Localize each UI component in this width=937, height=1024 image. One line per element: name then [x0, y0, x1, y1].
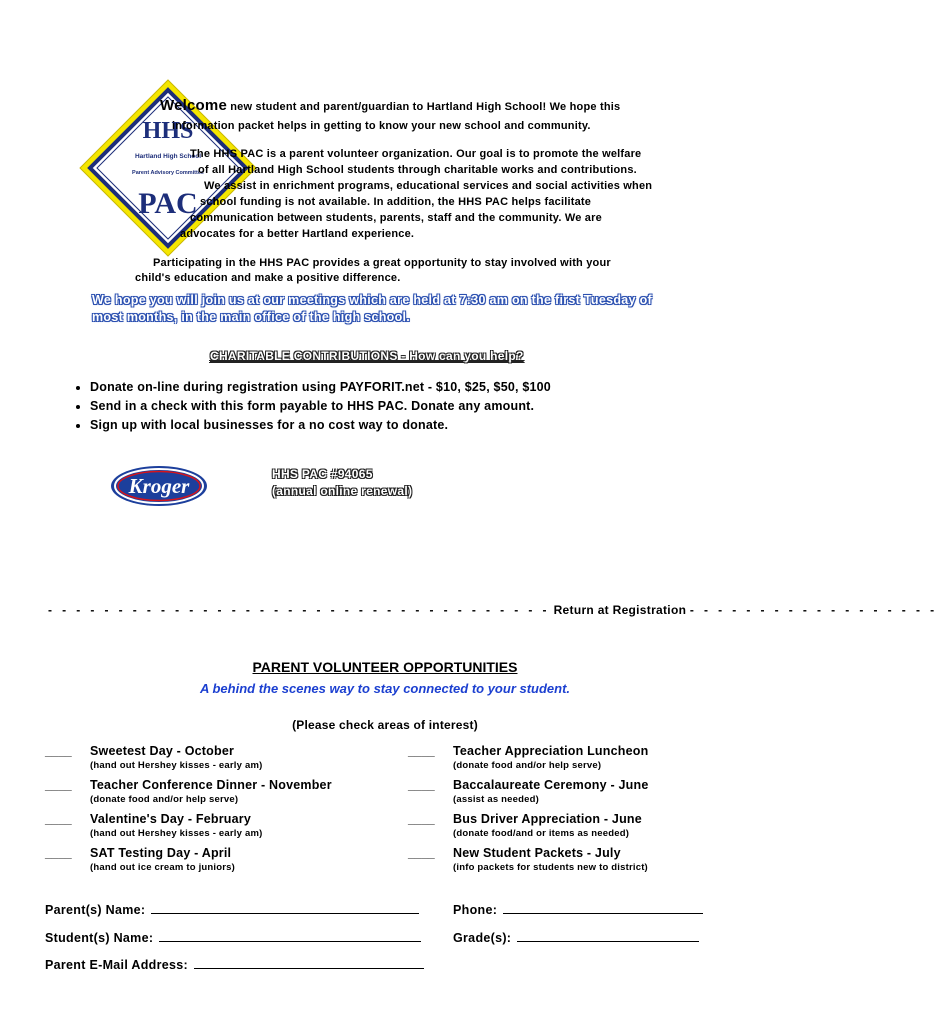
- parents-name-field[interactable]: [45, 903, 419, 917]
- grades-line[interactable]: [517, 931, 699, 942]
- option-name: New Student Packets - July: [453, 846, 621, 860]
- pac-line-1: The HHS PAC is a parent volunteer organization. Our goal is to promote the welfare: [190, 148, 642, 160]
- grades-label: Grade(s):: [453, 931, 512, 945]
- volunteer-option[interactable]: [45, 846, 385, 876]
- donation-item: • Sign up with local businesses for a no cost way to donate.: [90, 416, 551, 435]
- email-label: Parent E-Mail Address:: [45, 958, 188, 972]
- option-note: (donate food/and or items as needed): [453, 828, 630, 839]
- volunteer-option[interactable]: [408, 812, 748, 842]
- volunteer-option[interactable]: [45, 744, 385, 774]
- checkbox-blank[interactable]: ____: [45, 778, 72, 792]
- option-note: (hand out ice cream to juniors): [90, 862, 236, 873]
- volunteer-option[interactable]: [408, 778, 748, 808]
- option-note: (donate food and/or help serve): [90, 794, 239, 805]
- phone-field[interactable]: [453, 903, 703, 917]
- pac-line-4: school funding is not available. In addition, the HHS PAC helps facilitate: [200, 196, 592, 208]
- checkbox-blank[interactable]: ____: [45, 846, 72, 860]
- phone-line[interactable]: [503, 903, 703, 914]
- donation-item: • Donate on-line during registration using PAYFORIT.net - $10, $25, $50, $100: [90, 378, 551, 397]
- kroger-pac-number: HHS PAC #94065: [272, 467, 373, 481]
- meeting-notice: [92, 292, 732, 326]
- pac-line-2: of all Hartland High School students through charitable works and contributions.: [198, 164, 637, 176]
- volunteer-instruction: (Please check areas of interest): [292, 718, 478, 732]
- grades-field[interactable]: [453, 931, 699, 945]
- kroger-logo-text: Kroger: [128, 474, 190, 498]
- volunteer-subtitle: A behind the scenes way to stay connected to your student.: [199, 681, 571, 696]
- welcome-line-rest: new student and parent/guardian to Hartland High School! We hope this: [230, 101, 621, 113]
- donation-item: • Send in a check with this form payable to HHS PAC. Donate any amount.: [90, 397, 551, 416]
- separator-label: Return at Registration: [553, 603, 687, 617]
- return-separator: [48, 603, 937, 617]
- option-note: (assist as needed): [453, 794, 539, 805]
- checkbox-blank[interactable]: ____: [45, 812, 72, 826]
- kroger-pac-info: [272, 466, 412, 500]
- kroger-logo: [95, 458, 235, 514]
- pac-line-6: advocates for a better Hartland experience.: [180, 228, 415, 240]
- option-name: Sweetest Day - October: [90, 744, 235, 758]
- email-line[interactable]: [194, 958, 424, 969]
- students-name-line[interactable]: [159, 931, 421, 942]
- option-note: (donate food and/or help serve): [453, 760, 602, 771]
- logo-committee: Parent Advisory Committee: [132, 170, 204, 176]
- logo-letters-bottom: PAC: [138, 187, 198, 220]
- participating-line-2: child's education and make a positive difference.: [135, 272, 401, 284]
- meeting-line-2: most months, in the main office of the high school.: [92, 310, 411, 324]
- checkbox-blank[interactable]: ____: [408, 744, 435, 758]
- option-name: Baccalaureate Ceremony - June: [453, 778, 649, 792]
- option-note: (hand out Hershey kisses - early am): [90, 760, 263, 771]
- meeting-line-1: We hope you will join us at our meetings which are held at 7:30 am on the first Tuesday of: [92, 293, 652, 307]
- option-name: SAT Testing Day - April: [90, 846, 232, 860]
- welcome-word: Welcome: [160, 97, 227, 114]
- logo-letters-top: HHS: [142, 118, 194, 144]
- volunteer-option[interactable]: [45, 812, 385, 842]
- students-name-field[interactable]: [45, 931, 421, 945]
- option-name: Bus Driver Appreciation - June: [453, 812, 642, 826]
- checkbox-blank[interactable]: ____: [45, 744, 72, 758]
- option-name: Valentine's Day - February: [90, 812, 252, 826]
- phone-label: Phone:: [453, 903, 498, 917]
- kroger-renewal: (annual online renewal): [272, 484, 413, 498]
- separator-dashes: - - - - - - - - - - - - - - - - - - - - - - - - - - - - - - - - - - - -: [48, 603, 550, 617]
- welcome-line: [160, 98, 620, 116]
- participating-line-1: Participating in the HHS PAC provides a great opportunity to stay involved with your: [153, 257, 611, 269]
- parents-name-label: Parent(s) Name:: [45, 903, 146, 917]
- checkbox-blank[interactable]: ____: [408, 778, 435, 792]
- volunteer-option[interactable]: [408, 744, 748, 774]
- email-field[interactable]: [45, 958, 424, 972]
- volunteer-option[interactable]: [408, 846, 748, 876]
- option-name: Teacher Appreciation Luncheon: [453, 744, 649, 758]
- checkbox-blank[interactable]: ____: [408, 812, 435, 826]
- pac-line-5: communication between students, parents, staff and the community. We are: [190, 212, 602, 224]
- option-note: (hand out Hershey kisses - early am): [90, 828, 263, 839]
- intro-line-2: information packet helps in getting to know your new school and community.: [172, 120, 591, 132]
- pac-line-3: We assist in enrichment programs, educational services and social activities when: [204, 180, 653, 192]
- option-name: Teacher Conference Dinner - November: [90, 778, 332, 792]
- logo-school-name: Hartland High School: [134, 153, 202, 160]
- volunteer-title: PARENT VOLUNTEER OPPORTUNITIES: [252, 659, 518, 675]
- donation-list: [60, 378, 551, 435]
- volunteer-option[interactable]: [45, 778, 385, 808]
- separator-dashes: - - - - - - - - - - - - - - - - - -: [689, 603, 937, 617]
- option-note: (info packets for students new to district): [453, 862, 648, 873]
- charitable-heading: CHARITABLE CONTRIBUTIONS - How can you help?: [210, 349, 524, 363]
- checkbox-blank[interactable]: ____: [408, 846, 435, 860]
- students-name-label: Student(s) Name:: [45, 931, 154, 945]
- parents-name-line[interactable]: [151, 903, 419, 914]
